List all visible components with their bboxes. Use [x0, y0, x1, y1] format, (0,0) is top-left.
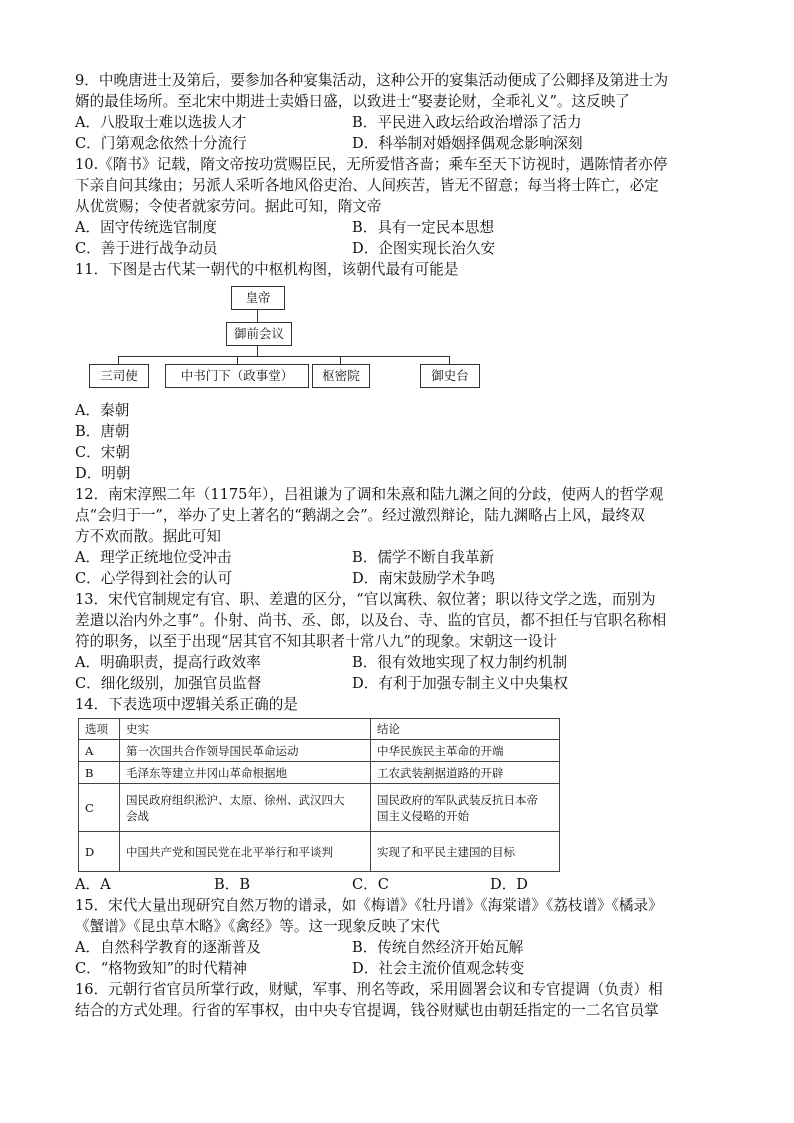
table-cell-conclusion: 实现了和平民主建国的目标: [371, 832, 560, 872]
q12-option-c[interactable]: C．心学得到社会的认可: [75, 570, 233, 587]
q14-option-d[interactable]: D．D: [490, 876, 528, 893]
q9-option-b[interactable]: B．平民进入政坛给政治增添了活力: [352, 114, 582, 131]
q11-option-b[interactable]: B．唐朝: [75, 423, 130, 440]
q14-option-a[interactable]: A．A: [75, 876, 111, 893]
table-cell-conclusion: 中华民族民主革命的开端: [371, 740, 560, 762]
table-cell-conclusion-line: 国民政府的军队武装反抗日本帝: [377, 792, 538, 807]
table-header-row: [79, 719, 560, 740]
q16-stem-line-1: 16．元朝行省官员所掌行政，财赋，军事、刑名等政，采用圆署会议和专官提调（负责）相: [75, 981, 663, 998]
q10-option-d[interactable]: D．企图实现长治久安: [352, 240, 496, 257]
question-16: [75, 979, 725, 1021]
q10-option-b[interactable]: B．具有一定民本思想: [352, 219, 495, 236]
q12-stem-line-3: 方不欢而散。据此可知: [75, 528, 221, 545]
table-cell-option: A: [79, 740, 120, 762]
exam-page: [75, 70, 725, 1021]
table-cell-fact-line: 国民政府组织淞沪、太原、徐州、武汉四大: [126, 792, 345, 807]
table-cell-option: B: [79, 762, 120, 784]
table-row: [79, 832, 560, 872]
table-row: [79, 784, 560, 832]
table-cell-conclusion-line: 国主义侵略的开始: [377, 808, 469, 823]
table-cell-fact: 第一次国共合作领导国民革命运动: [120, 740, 371, 762]
q15-option-a[interactable]: A．自然科学教育的逐渐普及: [75, 939, 261, 956]
q9-stem-line-1: 9．中晚唐进士及第后，要参加各种宴集活动，这种公开的宴集活动便成了公卿择及第进士为: [75, 72, 669, 89]
table-row: [79, 762, 560, 784]
question-15: [75, 895, 725, 979]
q10-stem-line-2: 下亲自问其缘由；另派人采听各地风俗吏治、人间疾苦，皆无不留意；每当将士阵亡，必定: [75, 177, 659, 194]
question-13: [75, 589, 725, 694]
table-cell-option: C: [79, 784, 120, 832]
table-cell-option: D: [79, 832, 120, 872]
diagram-connector: [237, 356, 238, 364]
q10-option-c[interactable]: C．善于进行战争动员: [75, 240, 218, 257]
table-cell-fact-line: 会战: [126, 808, 149, 823]
q13-stem-line-3: 符的职务，以至于出现“居其官不知其职者十常八九”的现象。宋朝这一设计: [75, 633, 557, 650]
table-cell-fact: [120, 784, 371, 832]
diagram-connector: [257, 346, 258, 356]
q10-option-a[interactable]: A．固守传统选官制度: [75, 219, 217, 236]
q11-option-c[interactable]: C．宋朝: [75, 444, 130, 461]
diagram-connector: [340, 356, 341, 364]
diagram-node-secretariat: 中书门下（政事堂）: [165, 364, 309, 388]
q16-stem-line-2: 结合的方式处理。行省的军事权，由中央专官提调，钱谷财赋也由朝廷指定的一二名官员掌: [75, 1002, 659, 1019]
question-14: [75, 694, 725, 895]
diagram-node-emperor: 皇帝: [231, 286, 285, 310]
central-government-diagram: [75, 282, 725, 398]
q13-option-c[interactable]: C．细化级别，加强官员监督: [75, 675, 262, 692]
question-10: [75, 154, 725, 259]
diagram-node-imperial-council: 御前会议: [226, 322, 292, 346]
history-table: [78, 718, 560, 872]
table-cell-conclusion: [371, 784, 560, 832]
q11-option-a[interactable]: A．秦朝: [75, 402, 130, 419]
table-row: [79, 740, 560, 762]
q9-option-d[interactable]: D．科举制对婚姻择偶观念影响深刻: [352, 135, 583, 152]
question-9: [75, 70, 725, 154]
q13-option-b[interactable]: B．很有效地实现了权力制约机制: [352, 654, 568, 671]
q15-option-d[interactable]: D．社会主流价值观念转变: [352, 960, 525, 977]
q10-stem-line-3: 从优赏赐；令使者就家劳问。据此可知，隋文帝: [75, 198, 382, 215]
q12-stem-line-2: 点“会归于一”，举办了史上著名的“鹅湖之会”。经过激烈辩论，陆九渊略占上风，最终双: [75, 507, 645, 524]
q15-stem-line-1: 15．宋代大量出现研究自然万物的谱录，如《梅谱》《牡丹谱》《海棠谱》《荔枝谱》《橘录》: [75, 897, 663, 914]
q11-option-d[interactable]: D．明朝: [75, 465, 131, 482]
table-header: 史实: [120, 719, 371, 740]
question-11: [75, 259, 725, 484]
q14-option-c[interactable]: C．C: [352, 876, 389, 893]
diagram-node-three-commissioners: 三司使: [89, 364, 149, 388]
table-header: 选项: [79, 719, 120, 740]
q11-stem: 11．下图是古代某一朝代的中枢机构图，该朝代最有可能是: [75, 261, 459, 278]
q9-option-c[interactable]: C．门第观念依然十分流行: [75, 135, 247, 152]
q14-stem: 14．下表选项中逻辑关系正确的是: [75, 696, 298, 713]
q12-stem-line-1: 12．南宋淳熙二年（1175年），吕祖谦为了调和朱熹和陆九渊之间的分歧，使两人的哲学观: [75, 486, 664, 503]
diagram-connector: [449, 356, 450, 364]
q15-stem-line-2: 《蟹谱》《昆虫草木略》《禽经》等。这一现象反映了宋代: [75, 918, 440, 935]
q13-stem-line-1: 13．宋代官制规定有官、职、差遣的区分，“官以寓秩、叙位著；职以待文学之选，而别为: [75, 591, 656, 608]
q9-option-a[interactable]: A．八股取士难以选拔人才: [75, 114, 247, 131]
table-cell-fact: 中国共产党和国民党在北平举行和平谈判: [120, 832, 371, 872]
q13-option-d[interactable]: D．有利于加强专制主义中央集权: [352, 675, 569, 692]
diagram-connector: [257, 310, 258, 322]
q12-option-d[interactable]: D．南宋鼓励学术争鸣: [352, 570, 496, 587]
diagram-node-military-affairs: 枢密院: [312, 364, 370, 388]
q14-option-b[interactable]: B．B: [214, 876, 251, 893]
table-cell-conclusion: 工农武装割据道路的开辟: [371, 762, 560, 784]
q13-option-a[interactable]: A．明确职责，提高行政效率: [75, 654, 261, 671]
q12-option-a[interactable]: A．理学正统地位受冲击: [75, 549, 232, 566]
diagram-connector: [118, 356, 449, 357]
question-12: [75, 484, 725, 589]
q13-stem-line-2: 差遣以治内外之事”。仆射、尚书、丞、郎，以及台、寺、监的官员，都不担任与官职名称相: [75, 612, 667, 629]
q12-option-b[interactable]: B．儒学不断自我革新: [352, 549, 495, 566]
table-cell-fact: 毛泽东等建立井冈山革命根据地: [120, 762, 371, 784]
q15-option-b[interactable]: B．传统自然经济开始瓦解: [352, 939, 524, 956]
q9-stem-line-2: 婿的最佳场所。至北宋中期进士卖婚日盛，以致进士“娶妻论财，全乖礼义”。这反映了: [75, 93, 630, 110]
diagram-node-censorate: 御史台: [420, 364, 480, 388]
table-header: 结论: [371, 719, 560, 740]
q15-option-c[interactable]: C．“格物致知”的时代精神: [75, 960, 248, 977]
diagram-connector: [118, 356, 119, 364]
q10-stem-line-1: 10.《隋书》记载，隋文帝按功赏赐臣民，无所爱惜吝啬；乘车至天下访视时，遇陈情者亦停: [75, 156, 668, 173]
